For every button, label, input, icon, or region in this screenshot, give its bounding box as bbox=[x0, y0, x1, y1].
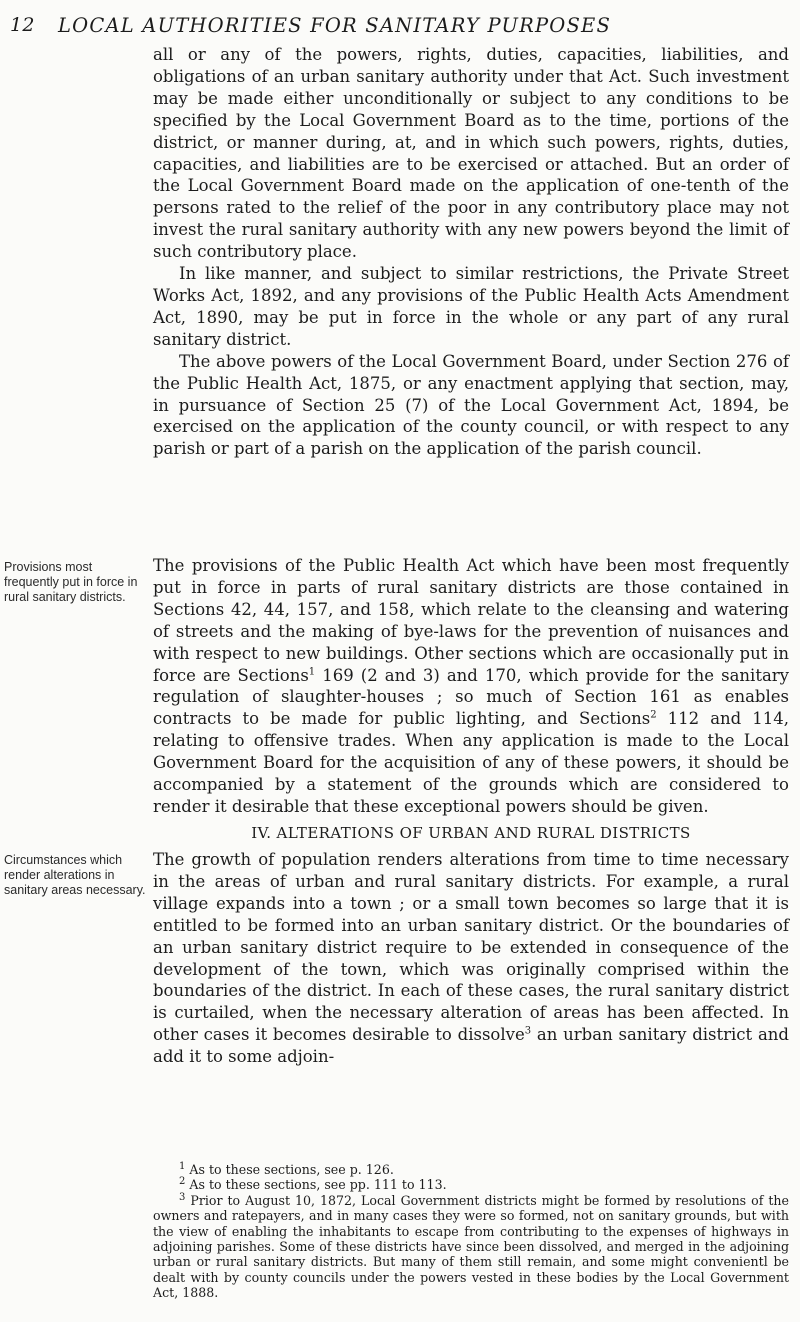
paragraph-text: The growth of population renders alterations from time to time necessary in the areas of urban and rural sanitary districts. For example, a rural village expands into a town ; or a small town becomes so large that it is entitled to be formed into an urban sanitary district. Or the boundaries of an urban sanitary district require to be extended in consequence of the development of the town, which was originally comprised within the boundaries of the district. In each of these cases, the rural sanitary district is curtailed, when the necessary alteration of areas has been affected. In other cases it becomes desirable to dissolve bbox=[153, 850, 789, 1045]
paragraph: The above powers of the Local Government Board, under Section 276 of the Public Health Act, 1875, or any enactment applying that section, may, in pursuance of Section 25 (7) of the Local Government Act, 1894, be exercised on the application of the county council, or with respect to any parish or part of a parish on the application of the parish council. bbox=[153, 351, 789, 459]
footnote-text: As to these sections, see pp. 111 to 113. bbox=[185, 1177, 447, 1193]
footnote-text: Prior to August 10, 1872, Local Government districts might be formed by resolutions of the owners and ratepayers, and in many cases they were so formed, not on sanitary grounds, but with the view of enabling the inhabitants to escape from contributing to the expenses of highways in adjoining parishes. Some of these districts have since been dissolved, and merged in the adjoining urban or rural sanitary districts. But many of them still remain, and some might convenientl be dealt with by county councils under the powers vested in these bodies by the Local Government Act, 1888. bbox=[153, 1192, 789, 1301]
footnote-3 bbox=[153, 1193, 789, 1301]
footnote-ref: 3 bbox=[524, 1025, 532, 1037]
footnote-mark: 1 bbox=[179, 1160, 186, 1172]
section-heading: IV. ALTERATIONS OF URBAN AND RURAL DISTRICTS bbox=[251, 824, 691, 842]
running-title: LOCAL AUTHORITIES FOR SANITARY PURPOSES bbox=[58, 14, 612, 37]
paragraph bbox=[153, 555, 789, 818]
footnote-ref: 1 bbox=[308, 666, 316, 678]
footnote-text: As to these sections, see p. 126. bbox=[185, 1162, 394, 1177]
paragraph bbox=[153, 849, 789, 1068]
body-block-alterations bbox=[153, 849, 789, 1068]
paragraph: all or any of the powers, rights, duties, capacities, liabilities, and obligations of an urban sanitary authority under that Act. Such investment may be made either unconditionally or subject to any conditions to be specified by the Local Government Board as to the time, portions of the district, or manner during, at, and in which such powers, rights, duties, capacities, and liabilities are to be exercised or attached. But an order of the Local Government Board made on the application of one-tenth of the persons rated to the relief of the poor in any contributory place may not invest the rural sanitary authority with any new powers beyond the limit of such contributory place. bbox=[153, 45, 789, 262]
footnotes bbox=[153, 1162, 789, 1301]
paragraph-text: an urban sanitary district and add it to some adjoin- bbox=[153, 1025, 789, 1067]
sidenote-provisions: Provisions most frequently put in force in rural sanitary districts. bbox=[4, 560, 138, 604]
sidenote-circumstances: Circumstances which render alterations in sanitary areas necessary. bbox=[4, 853, 146, 897]
page-number: 12 bbox=[10, 14, 35, 36]
paragraph-text: 169 (2 and 3) and 170, which provide for the sanitary regulation of slaughter-houses ; so much of Section 161 as enables contracts to be made for public lighting, and Sections bbox=[153, 665, 789, 729]
paragraph-text: The provisions of the Public Health Act which have been most frequently put in force in parts of rural sanitary districts are those contained in Sections 42, 44, 157, and 158, which relate to the cleansing and watering of streets and the making of bye-laws for the prevention of nuisances and with respect to new buildings. Other sections which are occasionally put in force are Sections bbox=[153, 556, 789, 685]
footnote-ref: 2 bbox=[650, 709, 657, 721]
paragraph: In like manner, and subject to similar restrictions, the Private Street Works Act, 1892, and any provisions of the Public Health Acts Amendment Act, 1890, may be put in force in the whole or any part of any rural sanitary district. bbox=[153, 264, 789, 349]
footnote-mark: 3 bbox=[179, 1191, 186, 1203]
footnote-mark: 2 bbox=[179, 1176, 186, 1188]
paragraph-text: 112 and 114, relating to offensive trades. When any application is made to the Local Government Board for the acquisition of any of these powers, it should be accompanied by a statement of the grounds which are considered to render it desirable that these exceptional powers should be given. bbox=[153, 709, 789, 816]
body-block-provisions bbox=[153, 555, 789, 818]
footnote-1 bbox=[153, 1162, 789, 1177]
page-header bbox=[0, 6, 800, 38]
body-block-powers bbox=[153, 44, 789, 460]
footnote-2 bbox=[153, 1177, 789, 1192]
